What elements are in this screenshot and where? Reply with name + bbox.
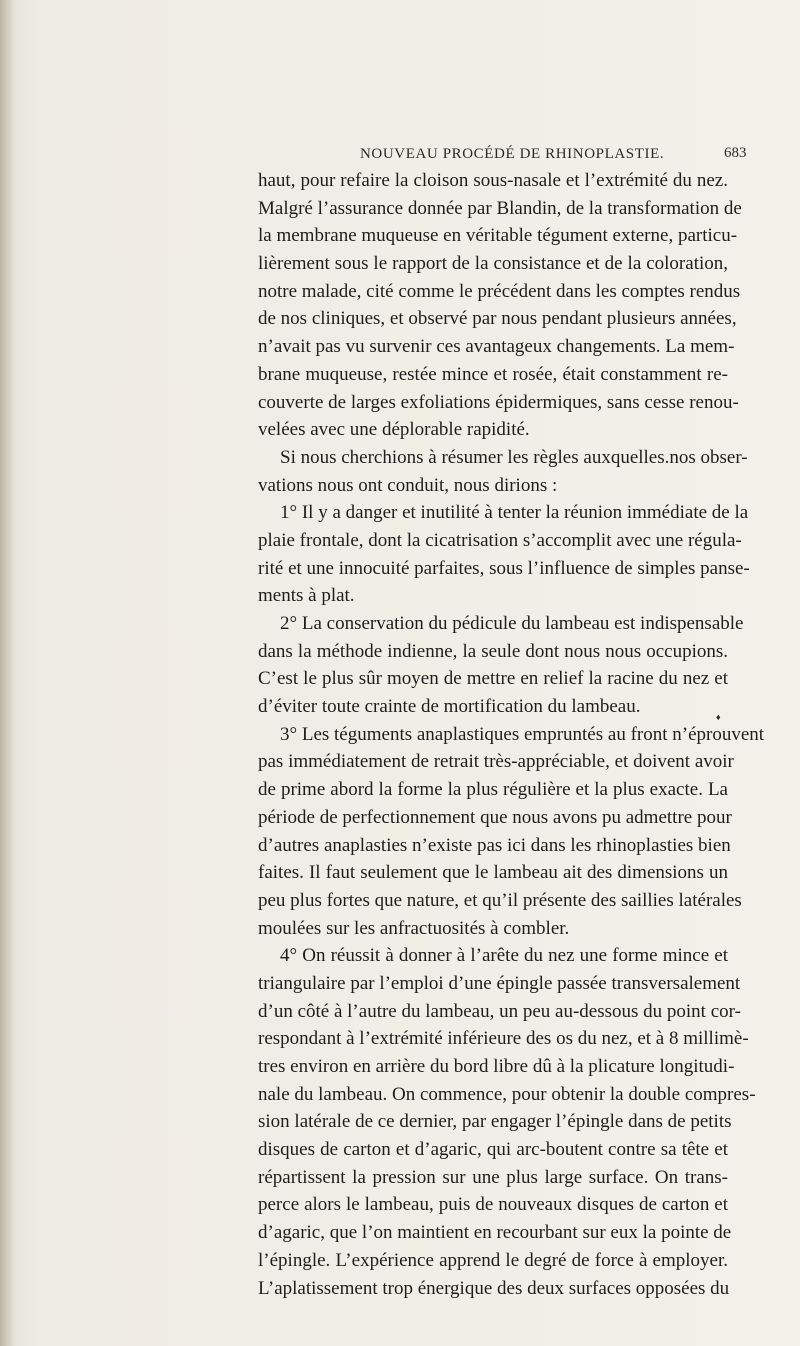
text-line: plaie frontale, dont la cicatrisation s’accomplit avec une régula- — [258, 529, 742, 551]
running-head: NOUVEAU PROCÉDÉ DE RHINOPLASTIE. — [360, 146, 665, 162]
text-line: moulées sur les anfractuosités à combler. — [258, 917, 570, 939]
text-line: 4° On réussit à donner à l’arête du nez une forme mince et — [280, 945, 728, 967]
text-line: 3° Les téguments anaplastiques empruntés au front n’éprouvent — [280, 723, 765, 745]
text-line: d’autres anaplasties n’existe pas ici dans les rhinoplasties bien — [258, 834, 731, 856]
text-line: vations nous ont conduit, nous dirions : — [258, 474, 558, 496]
text-line: lièrement sous le rapport de la consistance et de la coloration, — [258, 253, 728, 275]
text-line: période de perfectionnement que nous avons pu admettre pour — [258, 806, 732, 828]
text-line: la membrane muqueuse en véritable tégument externe, particu- — [258, 225, 738, 247]
body-text — [258, 167, 765, 1302]
text-line: disques de carton et d’agaric, qui arc-boutent contre sa tête et — [258, 1139, 728, 1161]
text-line: l’épingle. L’expérience apprend le degré de force à employer. — [258, 1249, 728, 1271]
text-line: Si nous cherchions à résumer les règles auxquelles.nos obser- — [280, 446, 748, 468]
text-line: peu plus fortes que nature, et qu’il présente des saillies latérales — [258, 889, 742, 911]
text-line: perce alors le lambeau, puis de nouveaux disques de carton et — [258, 1194, 728, 1216]
text-line: notre malade, cité comme le précédent dans les comptes rendus — [258, 280, 741, 302]
text-line: 1° Il y a danger et inutilité à tenter la réunion immédiate de la — [280, 502, 749, 524]
text-line: d’agaric, que l’on maintient en recourbant sur eux la pointe de — [258, 1222, 732, 1244]
page-binding-edge — [0, 0, 14, 1346]
text-line: respondant à l’extrémité inférieure des os du nez, et à 8 millimè- — [258, 1028, 749, 1050]
text-line: ments à plat. — [258, 585, 355, 607]
text-line: n’avait pas vu survenir ces avantageux changements. La mem- — [258, 336, 735, 358]
text-line: L’aplatissement trop énergique des deux surfaces opposées du — [258, 1277, 730, 1299]
text-line: sion latérale de ce dernier, par engager l’épingle dans de petits — [258, 1111, 732, 1133]
text-line: 2° La conservation du pédicule du lambeau est indispensable — [280, 613, 744, 634]
margin-mark: ♦ — [716, 712, 721, 722]
text-line: haut, pour refaire la cloison sous-nasale et l’extrémité du nez. — [258, 170, 728, 191]
text-line: couverte de larges exfoliations épidermiques, sans cesse renou- — [258, 391, 739, 413]
page-number: 683 — [724, 145, 747, 161]
text-line: dans la méthode indienne, la seule dont nous nous occupions. — [258, 640, 728, 662]
text-line: Malgré l’assurance donnée par Blandin, de la transformation de — [258, 197, 742, 219]
text-line: triangulaire par l’emploi d’une épingle passée transversalement — [258, 972, 741, 994]
text-line: répartissent la pression sur une plus large surface. On trans- — [258, 1166, 728, 1188]
text-line: tres environ en arrière du bord libre dû à la plicature longitudi- — [258, 1056, 735, 1077]
text-line: C’est le plus sûr moyen de mettre en relief la racine du nez et — [258, 668, 728, 690]
text-line: de nos cliniques, et observé par nous pendant plusieurs années, — [258, 308, 737, 330]
text-line: nale du lambeau. On commence, pour obtenir la double compres- — [258, 1083, 756, 1105]
text-line: pas immédiatement de retrait très-appréciable, et doivent avoir — [258, 751, 734, 773]
text-line: rité et une innocuité parfaites, sous l’influence de simples panse- — [258, 557, 750, 579]
text-line: d’éviter toute crainte de mortification du lambeau. — [258, 696, 641, 718]
text-line: d’un côté à l’autre du lambeau, un peu au-dessous du point cor- — [258, 1000, 741, 1022]
text-line: faites. Il faut seulement que le lambeau ait des dimensions un — [258, 862, 728, 884]
text-line: de prime abord la forme la plus régulière et la plus exacte. La — [258, 779, 728, 801]
text-line: brane muqueuse, restée mince et rosée, était constamment re- — [258, 363, 728, 385]
text-line: velées avec une déplorable rapidité. — [258, 419, 530, 441]
